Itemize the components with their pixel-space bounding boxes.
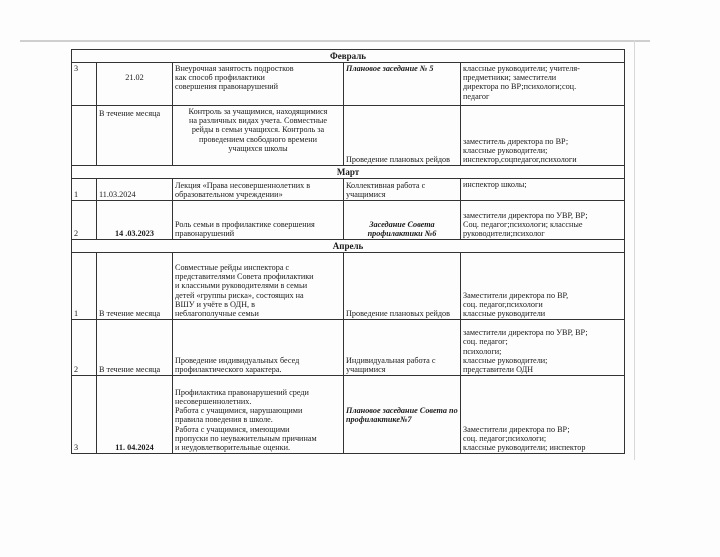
responsible-line: представители ОДН	[463, 365, 534, 375]
scan-edge	[20, 40, 650, 42]
responsible-line: Соц. педагог;психологи; классные	[463, 219, 583, 229]
row-responsible	[461, 106, 625, 166]
responsible-line: предметники; заместители	[463, 73, 557, 83]
row-date: В течение месяца	[97, 253, 173, 320]
row-responsible	[461, 320, 625, 376]
event-line: Профилактика правонарушений среди	[175, 387, 309, 397]
table-row	[72, 253, 625, 320]
table-row	[72, 320, 625, 376]
event-line: детей «группы риска», состоящих на	[175, 290, 304, 300]
row-number: 1	[72, 253, 97, 320]
row-form: Заседание Совета профилактики №6	[344, 201, 461, 240]
table-row	[72, 63, 625, 106]
event-line: Роль семьи в профилактике совершения	[175, 219, 315, 229]
row-number	[72, 106, 97, 166]
row-date: В течение месяца	[97, 106, 173, 166]
event-line: рейды в семьи учащихся. Контроль за	[191, 125, 325, 135]
row-event	[173, 376, 344, 454]
month-row-march	[72, 166, 625, 179]
month-heading: Март	[72, 166, 625, 179]
row-number: 2	[72, 320, 97, 376]
event-line: и классными руководителями в семьи	[175, 281, 308, 291]
event-line: Работа с учащимися, нарушающими	[175, 406, 303, 416]
event-line: и неудовлетворительные оценки.	[175, 443, 291, 453]
event-line: неблагополучные семьи	[175, 309, 259, 319]
row-form: Проведение плановых рейдов	[344, 106, 461, 166]
row-responsible	[461, 201, 625, 240]
event-line: представителями Совета профилактики	[175, 272, 314, 282]
row-responsible	[461, 376, 625, 454]
event-line: пропуски по неуважительным причинам	[175, 433, 317, 443]
row-date: В течение месяца	[97, 320, 173, 376]
month-heading: Апрель	[72, 240, 625, 253]
responsible-line: руководители;психолог	[463, 228, 545, 238]
event-line: профилактического характера.	[175, 365, 282, 375]
scan-edge	[634, 40, 635, 460]
responsible-line: директора по ВР;психологи;соц.	[463, 82, 577, 92]
row-responsible	[461, 63, 625, 106]
row-event	[173, 63, 344, 106]
table-row	[72, 201, 625, 240]
row-form: Проведение плановых рейдов	[344, 253, 461, 320]
responsible-line: Заместители директора по ВР;	[463, 424, 570, 434]
table-row	[72, 106, 625, 166]
row-responsible: инспектор школы;	[461, 179, 625, 201]
event-line: на различных видах учета. Совместные	[188, 116, 328, 126]
row-number: 3	[72, 63, 97, 106]
row-date: 11.03.2024	[97, 179, 173, 201]
responsible-line: психологи;	[463, 346, 502, 356]
event-line: правонарушений	[175, 228, 235, 238]
row-event	[173, 253, 344, 320]
month-row-february	[72, 50, 625, 63]
event-line: Совместные рейды инспектора с	[175, 263, 290, 273]
row-number: 2	[72, 201, 97, 240]
row-event	[173, 201, 344, 240]
event-line: правила поведения в школе.	[175, 415, 273, 425]
event-line: Внеурочная занятость подростков	[175, 64, 294, 74]
responsible-line: заместители директора по УВР, ВР;	[463, 210, 588, 220]
responsible-line: инспектор,соцпедагог,психологи	[463, 154, 577, 164]
event-line: Работа с учащимися, имеющими	[175, 424, 290, 434]
table-row	[72, 376, 625, 454]
month-heading: Февраль	[72, 50, 625, 63]
row-date: 11. 04.2024	[97, 376, 173, 454]
responsible-line: заместитель директора по ВР;	[463, 136, 569, 146]
row-date: 14 .03.2023	[97, 201, 173, 240]
responsible-line: Заместители директора по ВР,	[463, 290, 569, 300]
responsible-line: соц. педагог;психологи;	[463, 433, 547, 443]
row-form: Индивидуальная работа с учащимися	[344, 320, 461, 376]
responsible-line: педагог	[463, 91, 490, 101]
responsible-line: классные руководители; учителя-	[463, 64, 580, 74]
responsible-line: соц. педагог,психологи	[463, 299, 543, 309]
row-event	[173, 179, 344, 201]
event-line: образовательном учреждении»	[175, 189, 283, 199]
event-line: как способ профилактики	[175, 73, 265, 83]
row-form: Плановое заседание Совета по профилактике№7	[344, 376, 461, 454]
row-date: 21.02	[97, 63, 173, 106]
responsible-line: классные руководители; инспектор	[463, 443, 586, 453]
event-line: совершения правонарушений	[175, 82, 278, 92]
event-line: учащихся школы	[228, 143, 288, 153]
row-form: Плановое заседание № 5	[344, 63, 461, 106]
responsible-line: классные руководители;	[463, 355, 548, 365]
event-line: Контроль за учащимися, находящимися	[188, 107, 328, 117]
responsible-line: классные руководители	[463, 309, 546, 319]
event-line: Проведение индивидуальных бесед	[175, 355, 300, 365]
table-row	[72, 179, 625, 201]
row-form: Коллективная работа с учащимися	[344, 179, 461, 201]
responsible-line: классные руководители;	[463, 145, 548, 155]
row-number: 1	[72, 179, 97, 201]
event-line: ВШУ и учёте в ОДН, в	[175, 299, 255, 309]
event-line: несовершеннолетних.	[175, 397, 252, 407]
row-event	[173, 106, 344, 166]
responsible-line: соц. педагог;	[463, 337, 508, 347]
responsible-line: заместители директора по УВР, ВР;	[463, 328, 588, 338]
row-event	[173, 320, 344, 376]
row-number: 3	[72, 376, 97, 454]
row-responsible	[461, 253, 625, 320]
prevention-plan-table	[71, 49, 625, 454]
event-line: проведением свободного времени	[198, 134, 317, 144]
event-line: Лекция «Права несовершеннолетних в	[175, 180, 311, 190]
month-row-april	[72, 240, 625, 253]
